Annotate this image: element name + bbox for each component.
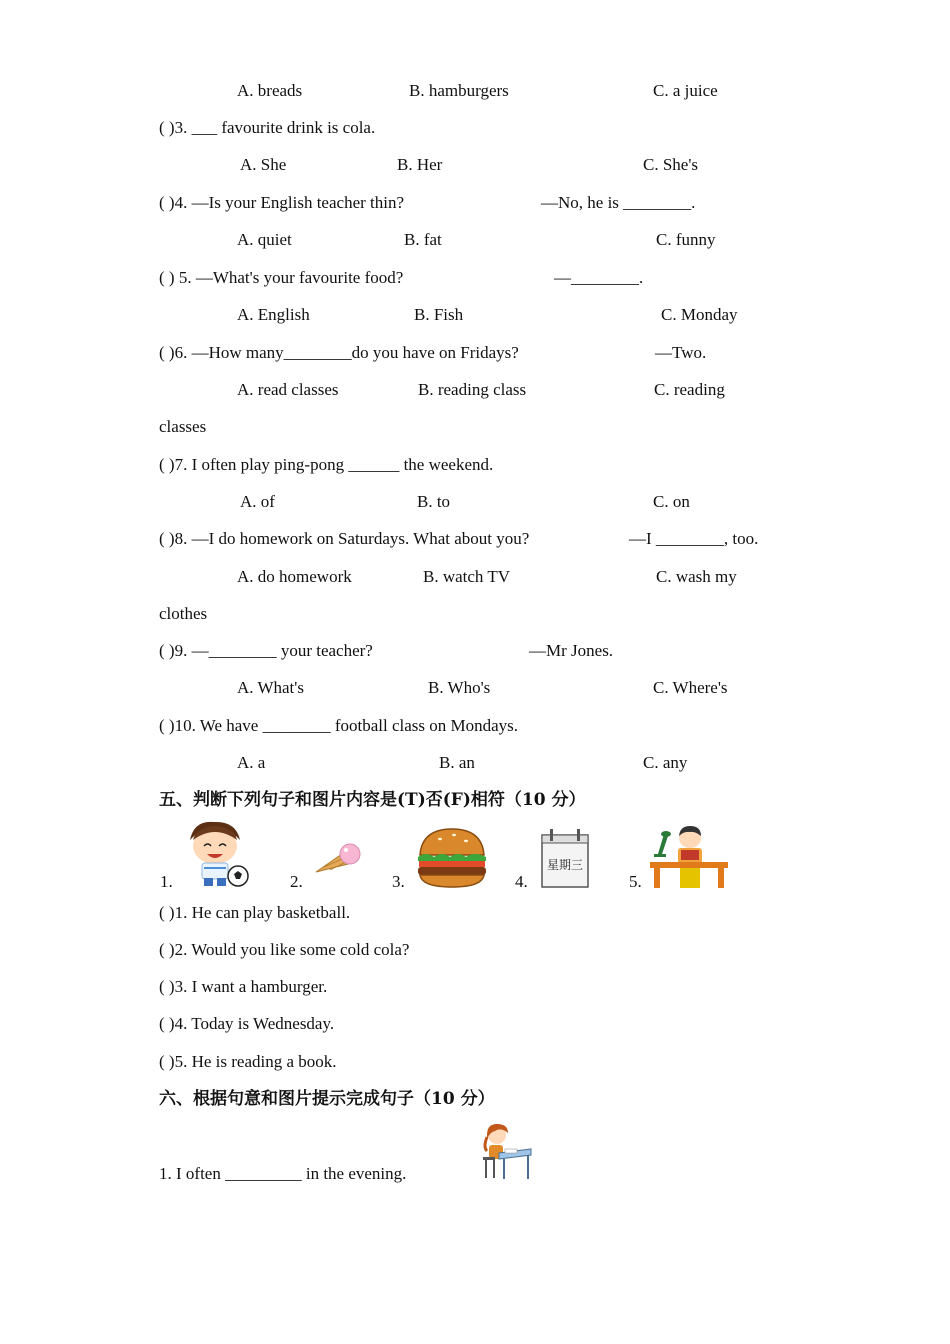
q9-option-a: A. What's: [237, 678, 304, 697]
pic-number-3: 3.: [392, 872, 405, 891]
section5-item-3: ( )3. I want a hamburger.: [159, 977, 328, 996]
pic-number-5: 5.: [629, 872, 642, 891]
q7-stem: ( )7. I often play ping-pong ______ the weekend.: [159, 455, 494, 474]
q9-stem: ( )9. —________ your teacher?: [159, 641, 373, 660]
q6-answer: —Two.: [655, 343, 707, 362]
q7-option-b: B. to: [417, 492, 451, 511]
q10-option-c: C. any: [643, 753, 688, 772]
q7-option-c: C. on: [653, 492, 690, 511]
q2-option-b: B. hamburgers: [409, 81, 509, 100]
q5-option-c: C. Monday: [661, 305, 738, 324]
q5-stem: ( ) 5. —What's your favourite food?: [159, 268, 404, 287]
q3-option-c: C. She's: [643, 155, 699, 174]
q9-answer: —Mr Jones.: [529, 641, 614, 660]
q4-stem: ( )4. —Is your English teacher thin?: [159, 193, 405, 212]
q4-answer: —No, he is ________.: [541, 193, 696, 212]
q8-option-a: A. do homework: [237, 567, 352, 586]
section6-question-1: 1. I often _________ in the evening.: [159, 1164, 407, 1183]
calendar-text: 星期三: [546, 858, 584, 872]
q3-option-b: B. Her: [397, 155, 443, 174]
boy-soccer-picture: [180, 818, 252, 890]
q7-option-a: A. of: [240, 492, 275, 511]
q3-option-a: A. She: [240, 155, 287, 174]
q4-option-c: C. funny: [656, 230, 716, 249]
pic-number-2: 2.: [290, 872, 303, 891]
q6-stem: ( )6. —How many________do you have on Fridays?: [159, 343, 519, 362]
q6-option-c: C. reading: [654, 380, 725, 399]
q8-answer: —I ________, too.: [629, 529, 759, 548]
q2-option-a: A. breads: [237, 81, 303, 100]
section5-item-1: ( )1. He can play basketball.: [159, 903, 351, 922]
q9-option-c: C. Where's: [653, 678, 728, 697]
q8-option-b: B. watch TV: [423, 567, 511, 586]
q8-stem: ( )8. —I do homework on Saturdays. What about you?: [159, 529, 530, 548]
q2-option-c: C. a juice: [653, 81, 718, 100]
hamburger-picture: [414, 825, 490, 891]
q4-option-b: B. fat: [404, 230, 442, 249]
q6-option-c-wrap: classes: [159, 417, 207, 436]
pic-number-4: 4.: [515, 872, 528, 891]
q3-stem: ( )3. ___ favourite drink is cola.: [159, 118, 376, 137]
q4-option-a: A. quiet: [237, 230, 292, 249]
section6-title: 六、根据句意和图片提示完成句子（10 分）: [159, 1089, 495, 1109]
section5-item-4: ( )4. Today is Wednesday.: [159, 1014, 335, 1033]
q5-option-b: B. Fish: [414, 305, 464, 324]
q5-option-a: A. English: [237, 305, 310, 324]
section5-item-2: ( )2. Would you like some cold cola?: [159, 940, 410, 959]
q10-option-a: A. a: [237, 753, 266, 772]
pic-number-1: 1.: [160, 872, 173, 891]
q10-stem: ( )10. We have ________ football class on Mondays.: [159, 716, 519, 735]
q8-option-c-wrap: clothes: [159, 604, 208, 623]
q10-option-b: B. an: [439, 753, 475, 772]
section5-item-5: ( )5. He is reading a book.: [159, 1052, 337, 1071]
q6-option-a: A. read classes: [237, 380, 339, 399]
ice-cream-picture: [312, 840, 362, 876]
q9-option-b: B. Who's: [428, 678, 491, 697]
girl-writing-picture: [475, 1123, 533, 1181]
q5-answer: —________.: [554, 268, 644, 287]
section5-title: 五、判断下列句子和图片内容是(T)否(F)相符（10 分）: [159, 790, 586, 810]
boy-reading-picture: [648, 826, 730, 890]
calendar-picture: [540, 827, 590, 889]
q8-option-c: C. wash my: [656, 567, 737, 586]
q6-option-b: B. reading class: [418, 380, 527, 399]
